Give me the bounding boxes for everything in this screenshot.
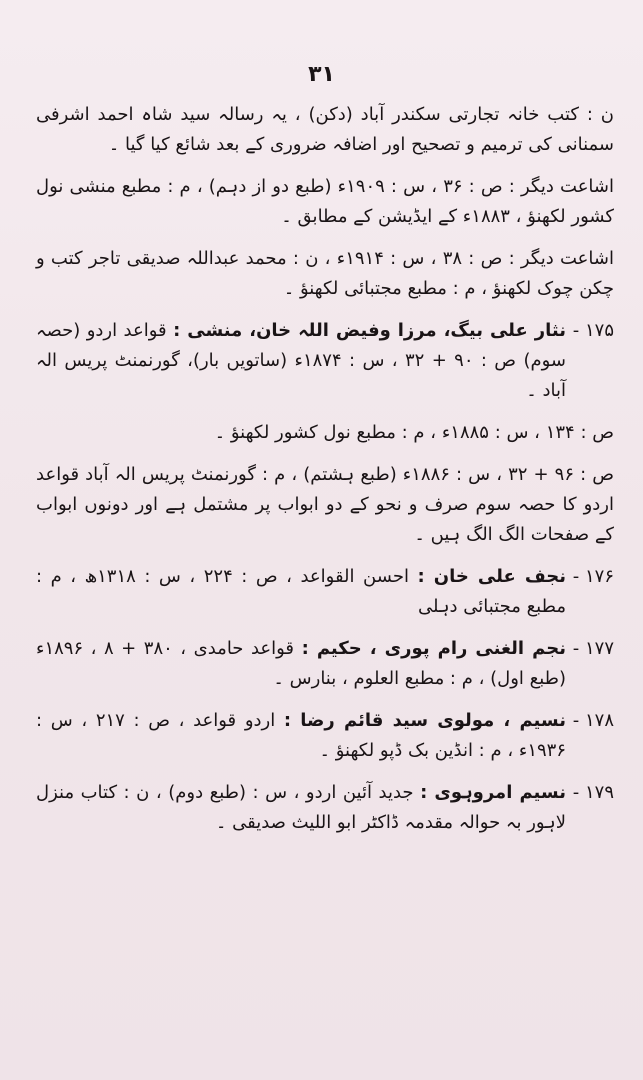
entry-author: نسیم امروہوی : xyxy=(420,782,566,803)
entry-body xyxy=(36,316,566,406)
entry-body xyxy=(36,706,566,766)
page-content xyxy=(36,100,614,850)
entry-177 xyxy=(36,634,614,694)
entry-body xyxy=(36,634,566,694)
paragraph-edition-1885: ص : ۱۳۴ ، س : ۱۸۸۵ء ، م : مطبع نول کشور لکھنؤ ۔ xyxy=(214,422,614,443)
entry-author: نجف علی خان : xyxy=(417,566,566,587)
entry-175 xyxy=(36,316,614,406)
entry-176 xyxy=(36,562,614,622)
entry-details: جدید آئین اردو ، س : (طبع دوم) ، ن : کتاب منزل لاہور بہ حوالہ مقدمہ ڈاکٹر ابو اللیث صدیقی ۔ xyxy=(36,782,566,833)
entry-author: نسیم ، مولوی سید قائم رضا : xyxy=(283,710,566,731)
entry-details: احسن القواعد ، ص : ۲۲۴ ، س : ۱۳۱۸ھ ، م : مطبع مجتبائی دہلی xyxy=(36,566,566,617)
entry-body xyxy=(36,562,566,622)
entry-179 xyxy=(36,778,614,838)
entry-number: ۱۷۸ - xyxy=(572,710,614,731)
paragraph-publisher-note: ن : کتب خانہ تجارتی سکندر آباد (دکن) ، یہ رسالہ سید شاہ احمد اشرفی سمنانی کی ترمیم و تصحیح اور اضافہ ضروری کے بعد شائع کیا گیا ۔ xyxy=(36,104,614,155)
entry-number: ۱۷۹ - xyxy=(572,782,614,803)
entry-details: اردو قواعد ، ص : ۲۱۷ ، س : ۱۹۳۶ء ، م : انڈین بک ڈپو لکھنؤ ۔ xyxy=(36,710,566,761)
entry-author: نثار علی بیگ، مرزا وفیض اللہ خان، منشی : xyxy=(173,320,566,341)
entry-author: نجم الغنی رام پوری ، حکیم : xyxy=(301,638,566,659)
paragraph-other-edition-2: اشاعت دیگر : ص : ۳۸ ، س : ۱۹۱۴ء ، ن : محمد عبداللہ صدیقی تاجر کتب و چکن چوک لکھنؤ ، م : مطبع مجتبائی لکھنؤ ۔ xyxy=(36,248,614,299)
entry-178 xyxy=(36,706,614,766)
entry-number: ۱۷۷ - xyxy=(572,638,614,659)
page-number: ۳۱ xyxy=(308,62,335,87)
paragraph-other-edition-1: اشاعت دیگر : ص : ۳۶ ، س : ۱۹۰۹ء (طبع دو از دہم) ، م : مطبع منشی نول کشور لکھنؤ ، ۱۸۸۳ء کے ایڈیشن کے مطابق ۔ xyxy=(36,176,615,227)
entry-number: ۱۷۶ - xyxy=(572,566,614,587)
entry-details: قواعد حامدی ، ۳۸۰ + ۸ ، ۱۸۹۶ء (طبع اول) ، م : مطبع العلوم ، بنارس ۔ xyxy=(36,638,566,689)
entry-body xyxy=(36,778,566,838)
entry-details: قواعد اردو (حصہ سوم) ص : ۹۰ + ۳۲ ، س : ۱۸۷۴ء (ساتویں بار)، گورنمنٹ پریس الہ آباد ۔ xyxy=(36,320,566,401)
paragraph-edition-1886: ص : ۹۶ + ۳۲ ، س : ۱۸۸۶ء (طبع ہشتم) ، م : گورنمنٹ پریس الہ آباد قواعد اردو کا حصہ سوم صرف و نحو کے دو ابواب پر مشتمل ہے اور دونوں ابواب کے صفحات الگ الگ ہیں ۔ xyxy=(36,464,614,545)
entry-number: ۱۷۵ - xyxy=(572,320,614,341)
